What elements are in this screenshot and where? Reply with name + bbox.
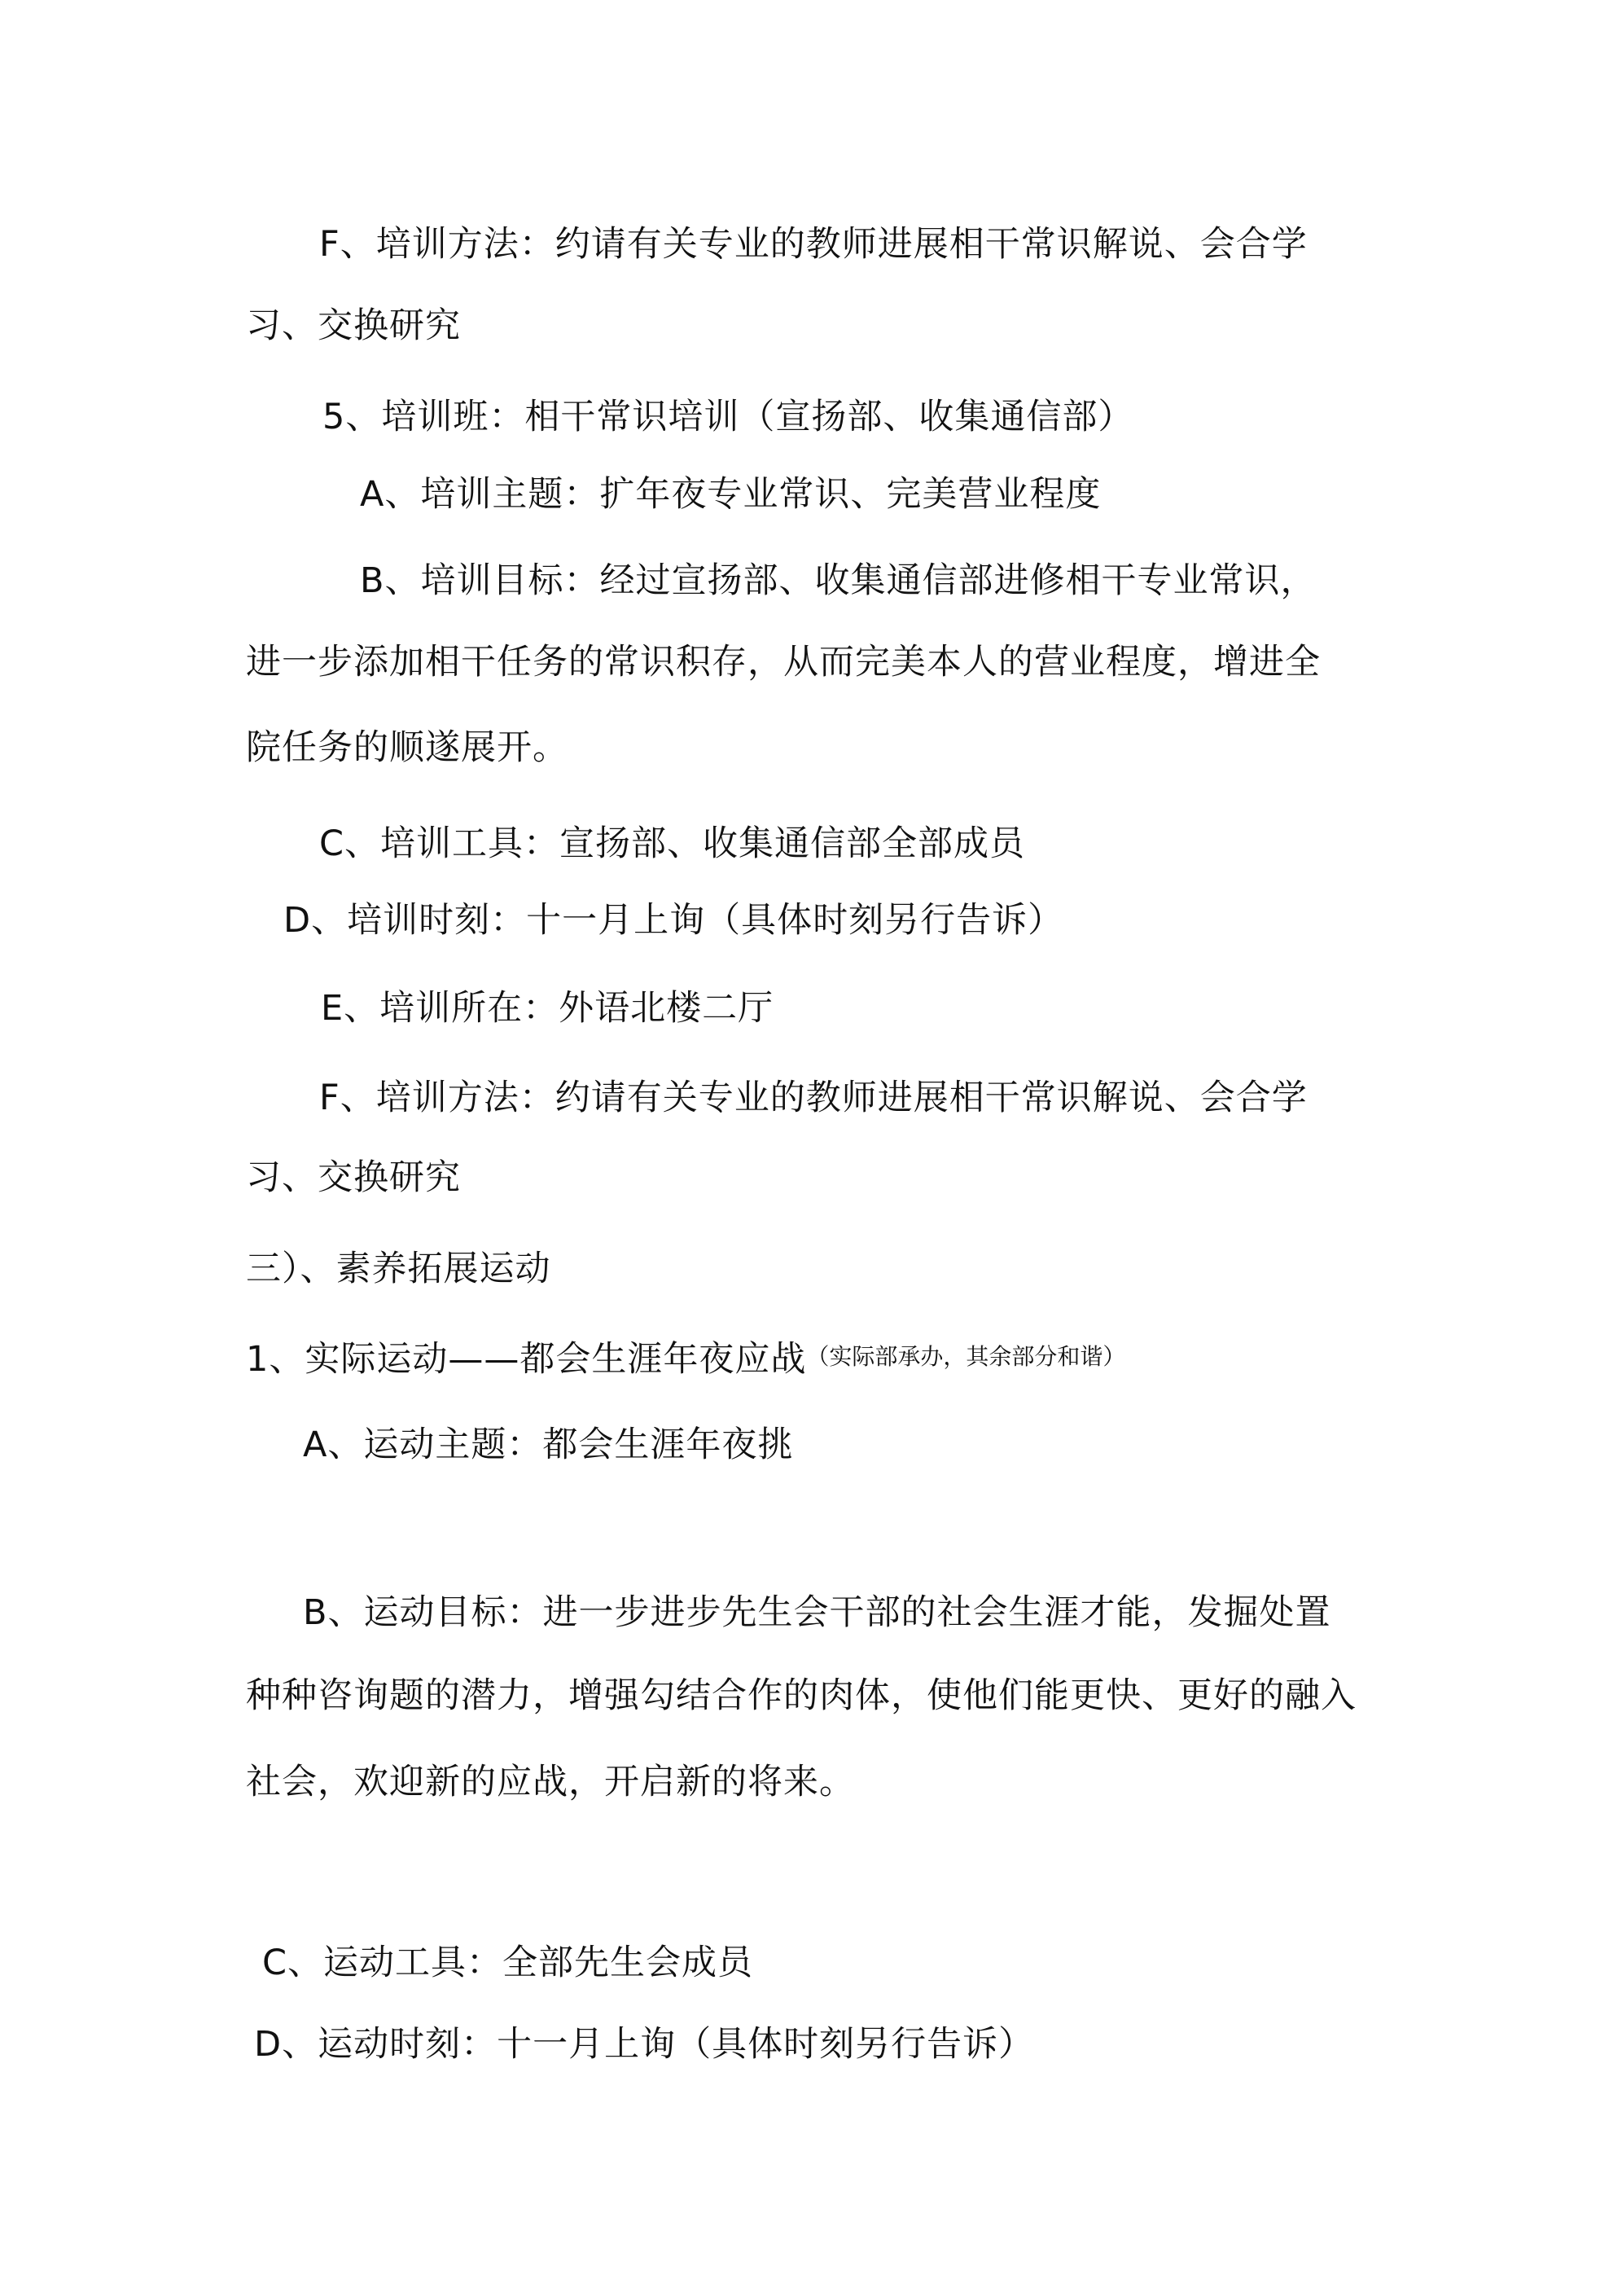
text-line: 社会，欢迎新的应战，开启新的将来。 xyxy=(246,1762,855,1802)
text-line: D、培训时刻：十一月上询（具体时刻另行告诉） xyxy=(283,900,1064,941)
text-line: A、运动主题：都会生涯年夜挑 xyxy=(303,1425,794,1465)
text-line: 习、交换研究 xyxy=(246,1157,461,1198)
activity-title: 1、实际运动——都会生涯年夜应战 xyxy=(246,1339,807,1380)
text-line: 院任务的顺遂展开。 xyxy=(246,727,568,768)
text-line: E、培训所在：外语北楼二厅 xyxy=(321,988,774,1029)
text-line: 三）、素养拓展运动 xyxy=(246,1249,551,1289)
text-line xyxy=(246,1332,1125,1384)
text-line: F、培训方法：约请有关专业的教师进展相干常识解说、会合学 xyxy=(319,224,1308,265)
text-line: 进一步添加相干任务的常识积存，从而完美本人的营业程度，增进全 xyxy=(246,642,1321,683)
text-line: 5、培训班：相干常识培训（宣扬部、收集通信部） xyxy=(322,397,1134,437)
text-line: C、培训工具：宣扬部、收集通信部全部成员 xyxy=(319,823,1026,864)
text-line: A、培训主题：扩年夜专业常识、完美营业程度 xyxy=(360,474,1102,515)
text-line: 习、交换研究 xyxy=(246,305,461,346)
text-line: 种种咨询题的潜力，增强勾结合作的肉体，使他们能更快、更好的融入 xyxy=(246,1675,1357,1716)
organizer-note: （实际部承办，其余部分和谐） xyxy=(806,1343,1126,1370)
text-line: F、培训方法：约请有关专业的教师进展相干常识解说、会合学 xyxy=(319,1078,1308,1118)
text-line: C、运动工具：全部先生会成员 xyxy=(262,1943,754,1983)
text-line: B、培训目标：经过宣扬部、收集通信部进修相干专业常识， xyxy=(360,560,1317,601)
text-line: D、运动时刻：十一月上询（具体时刻另行告诉） xyxy=(254,2024,1035,2065)
text-line: B、运动目标：进一步进步先生会干部的社会生涯才能，发掘处置 xyxy=(303,1592,1331,1633)
